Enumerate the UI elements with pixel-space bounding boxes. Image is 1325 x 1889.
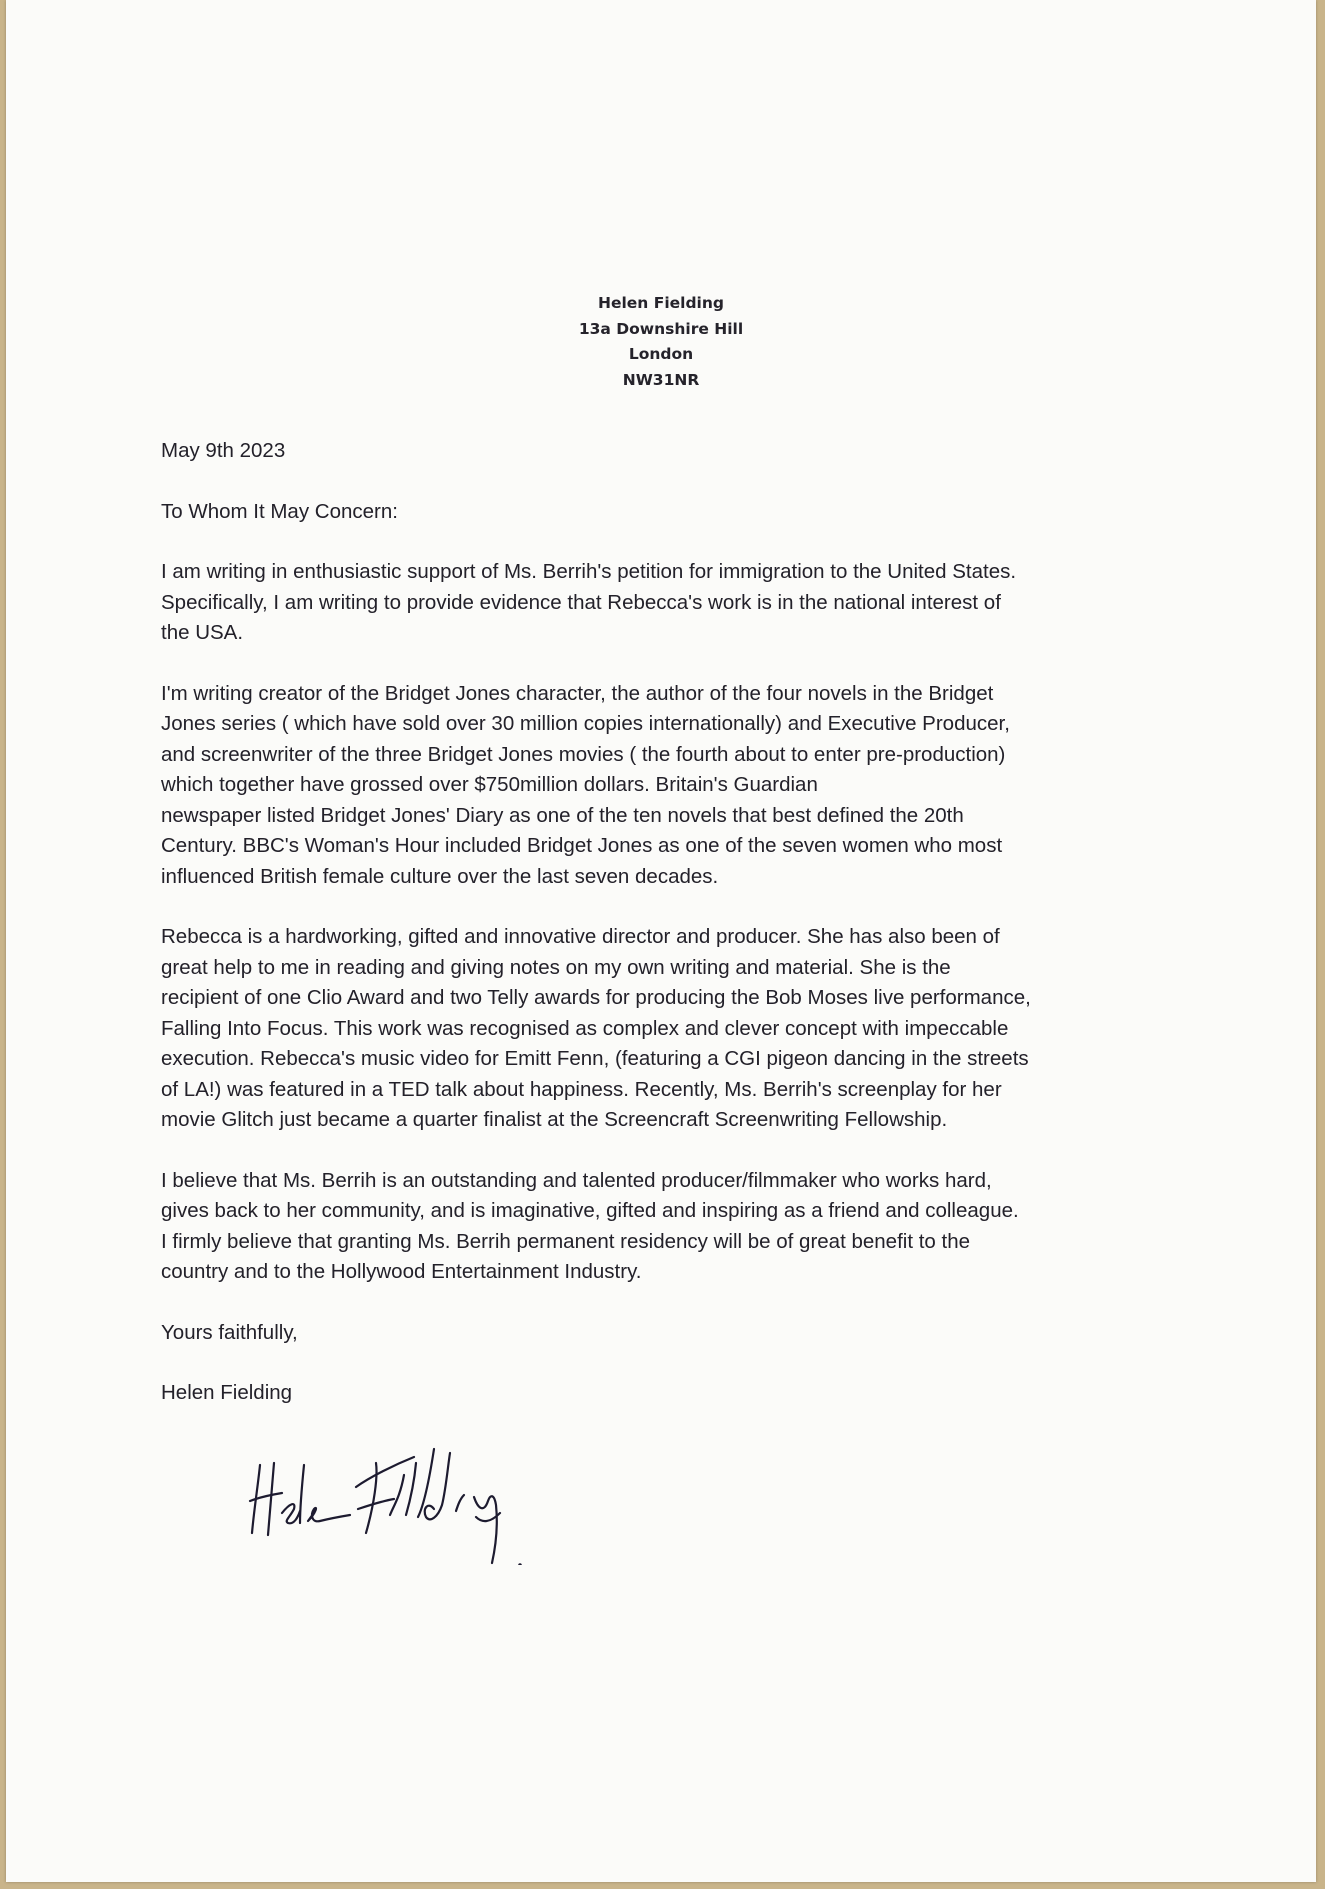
paragraph-line: of LA!) was featured in a TED talk about happiness. Recently, Ms. Berrih's screenplay for her <box>161 1077 1002 1101</box>
paragraph-line: Specifically, I am writing to provide evidence that Rebecca's work is in the national interest of <box>161 590 1001 614</box>
letter-page <box>6 0 1316 1882</box>
salutation: To Whom It May Concern: <box>161 499 398 523</box>
signatory-name: Helen Fielding <box>161 1381 293 1404</box>
sender-street: 13a Downshire Hill <box>578 319 744 338</box>
paragraph-4 <box>161 1166 1171 1288</box>
letter-body <box>161 436 1171 1409</box>
paragraph-1 <box>161 557 1171 649</box>
closing: Yours faithfully, <box>161 1320 298 1344</box>
paragraph-line: great help to me in reading and giving notes on my own writing and material. She is the <box>161 955 951 979</box>
paragraph-line: I'm writing creator of the Bridget Jones character, the author of the four novels in the Bridget <box>161 681 994 705</box>
paragraph-line: influenced British female culture over the last seven decades. <box>161 864 719 888</box>
paragraph-line: I firmly believe that granting Ms. Berrih permanent residency will be of great benefit to the <box>161 1229 971 1253</box>
paragraph-line: I believe that Ms. Berrih is an outstanding and talented producer/filmmaker who works hard, <box>161 1168 992 1192</box>
paragraph-line: newspaper listed Bridget Jones' Diary as one of the ten novels that best defined the 20th <box>161 803 964 827</box>
paragraph-line: the USA. <box>161 621 244 644</box>
paragraph-line: Jones series ( which have sold over 30 million copies internationally) and Executive Producer, <box>161 712 1010 735</box>
paragraph-line: and screenwriter of the three Bridget Jones movies ( the fourth about to enter pre-production) <box>161 742 1006 766</box>
sender-city: London <box>628 345 694 363</box>
paragraph-line: I am writing in enthusiastic support of Ms. Berrih's petition for immigration to the United States. <box>161 560 1017 583</box>
paragraph-line: movie Glitch just became a quarter finalist at the Screencraft Screenwriting Fellowship. <box>161 1108 948 1131</box>
paragraph-line: execution. Rebecca's music video for Emitt Fenn, (featuring a CGI pigeon dancing in the streets <box>161 1047 1029 1070</box>
paragraph-2 <box>161 679 1171 893</box>
paragraph-line: Century. BBC's Woman's Hour included Bridget Jones as one of the seven women who most <box>161 834 1003 857</box>
paragraph-line: gives back to her community, and is imaginative, gifted and inspiring as a friend and colleague. <box>161 1199 1019 1222</box>
signature-icon <box>238 1405 578 1565</box>
sender-name: Helen Fielding <box>597 294 724 312</box>
paragraph-line: Falling Into Focus. This work was recognised as complex and clever concept with impeccable <box>161 1016 1009 1040</box>
paragraph-line: recipient of one Clio Award and two Telly awards for producing the Bob Moses live performance, <box>161 986 1031 1009</box>
letter-date: May 9th 2023 <box>161 439 286 462</box>
paragraph-line: Rebecca is a hardworking, gifted and innovative director and producer. She has also been of <box>161 925 1000 948</box>
sender-postcode: NW31NR <box>622 370 700 389</box>
sender-address <box>6 291 1316 393</box>
paragraph-line: country and to the Hollywood Entertainment Industry. <box>161 1260 642 1283</box>
paragraph-line: which together have grossed over $750million dollars. Britain's Guardian <box>161 773 818 796</box>
paragraph-3 <box>161 922 1171 1136</box>
